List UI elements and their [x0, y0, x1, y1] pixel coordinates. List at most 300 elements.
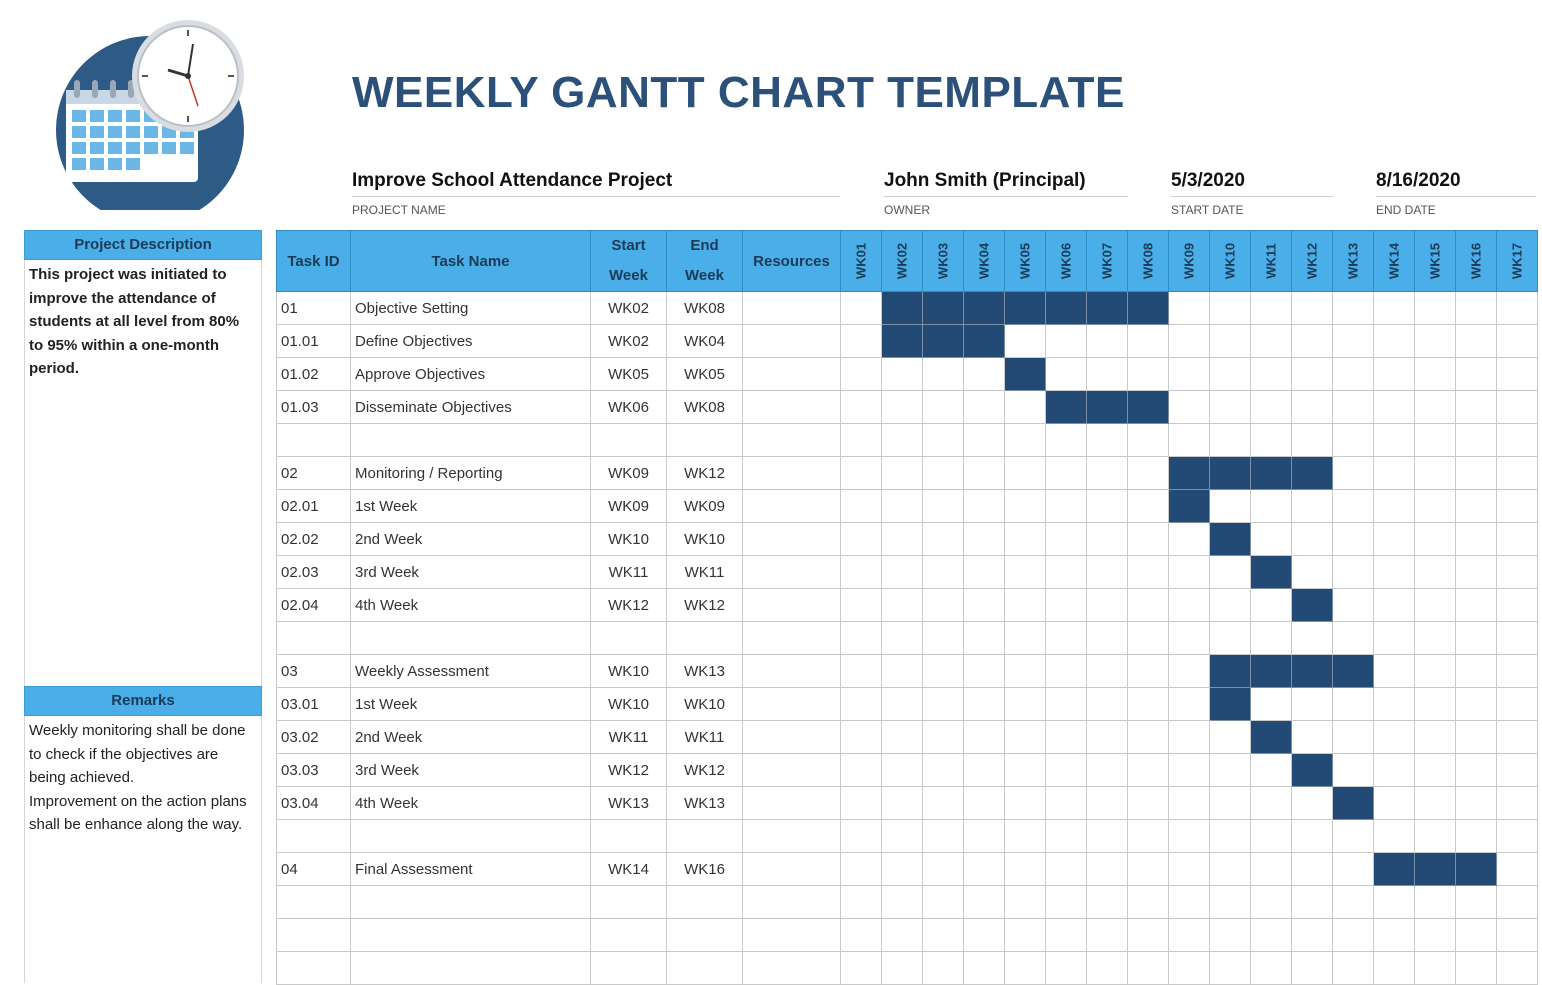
end-week-cell[interactable]: WK11	[667, 556, 743, 589]
week-cell[interactable]	[964, 424, 1005, 457]
week-cell[interactable]	[1169, 754, 1210, 787]
week-cell[interactable]	[964, 655, 1005, 688]
week-cell[interactable]	[1169, 589, 1210, 622]
start-week-cell[interactable]: WK02	[591, 325, 667, 358]
week-cell[interactable]	[1497, 853, 1538, 886]
week-cell[interactable]	[841, 292, 882, 325]
resources-cell[interactable]	[743, 688, 841, 721]
week-cell[interactable]	[1210, 490, 1251, 523]
task-row[interactable]	[277, 358, 1538, 391]
week-cell[interactable]	[841, 655, 882, 688]
week-cell[interactable]	[1415, 424, 1456, 457]
task-row[interactable]	[277, 853, 1538, 886]
week-cell[interactable]	[841, 556, 882, 589]
week-cell[interactable]	[1128, 688, 1169, 721]
week-cell[interactable]	[1333, 358, 1374, 391]
week-cell[interactable]	[923, 358, 964, 391]
gantt-bar-cell[interactable]	[1210, 688, 1251, 721]
week-cell[interactable]	[1251, 589, 1292, 622]
task-id-cell[interactable]: 02	[277, 457, 351, 490]
week-cell[interactable]	[882, 754, 923, 787]
end-week-cell[interactable]: WK08	[667, 391, 743, 424]
gantt-bar-cell[interactable]	[1210, 655, 1251, 688]
task-name-cell[interactable]: Weekly Assessment	[351, 655, 591, 688]
end-week-cell[interactable]: WK13	[667, 787, 743, 820]
week-cell[interactable]	[1210, 820, 1251, 853]
week-cell[interactable]	[1292, 358, 1333, 391]
week-cell[interactable]	[841, 358, 882, 391]
gantt-bar-cell[interactable]	[1128, 292, 1169, 325]
week-cell[interactable]	[1128, 622, 1169, 655]
week-cell[interactable]	[964, 919, 1005, 952]
week-cell[interactable]	[1456, 886, 1497, 919]
week-cell[interactable]	[1374, 787, 1415, 820]
week-cell[interactable]	[1128, 589, 1169, 622]
week-cell[interactable]	[1005, 787, 1046, 820]
task-id-cell[interactable]: 01.01	[277, 325, 351, 358]
week-cell[interactable]	[1087, 556, 1128, 589]
week-cell[interactable]	[1456, 490, 1497, 523]
gantt-bar-cell[interactable]	[1251, 721, 1292, 754]
week-cell[interactable]	[882, 721, 923, 754]
week-cell[interactable]	[1087, 853, 1128, 886]
week-cell[interactable]	[1292, 721, 1333, 754]
week-cell[interactable]	[1456, 457, 1497, 490]
task-row[interactable]	[277, 457, 1538, 490]
task-id-cell[interactable]: 01.02	[277, 358, 351, 391]
week-cell[interactable]	[1128, 886, 1169, 919]
gantt-bar-cell[interactable]	[1128, 391, 1169, 424]
week-cell[interactable]	[1005, 523, 1046, 556]
end-week-cell[interactable]: WK13	[667, 655, 743, 688]
week-cell[interactable]	[1456, 556, 1497, 589]
week-cell[interactable]	[841, 886, 882, 919]
week-cell[interactable]	[882, 424, 923, 457]
week-cell[interactable]	[1169, 556, 1210, 589]
week-cell[interactable]	[882, 457, 923, 490]
week-cell[interactable]	[1497, 754, 1538, 787]
week-cell[interactable]	[1415, 457, 1456, 490]
task-id-cell[interactable]: 02.01	[277, 490, 351, 523]
end-week-cell[interactable]: WK11	[667, 721, 743, 754]
week-cell[interactable]	[1128, 655, 1169, 688]
task-id-cell[interactable]: 03.01	[277, 688, 351, 721]
week-cell[interactable]	[882, 688, 923, 721]
week-cell[interactable]	[1415, 787, 1456, 820]
week-cell[interactable]	[1497, 424, 1538, 457]
task-name-cell[interactable]: 4th Week	[351, 787, 591, 820]
week-cell[interactable]	[1415, 688, 1456, 721]
week-cell[interactable]	[1005, 688, 1046, 721]
week-cell[interactable]	[1415, 556, 1456, 589]
week-cell[interactable]	[1046, 556, 1087, 589]
gantt-bar-cell[interactable]	[882, 292, 923, 325]
week-cell[interactable]	[841, 622, 882, 655]
task-id-cell[interactable]: 02.04	[277, 589, 351, 622]
week-cell[interactable]	[1292, 292, 1333, 325]
resources-cell[interactable]	[743, 919, 841, 952]
end-week-cell[interactable]: WK05	[667, 358, 743, 391]
week-cell[interactable]	[841, 754, 882, 787]
week-cell[interactable]	[1087, 919, 1128, 952]
week-cell[interactable]	[1456, 292, 1497, 325]
week-cell[interactable]	[1087, 358, 1128, 391]
resources-cell[interactable]	[743, 424, 841, 457]
resources-cell[interactable]	[743, 490, 841, 523]
week-cell[interactable]	[1128, 820, 1169, 853]
task-row[interactable]	[277, 754, 1538, 787]
week-cell[interactable]	[1128, 457, 1169, 490]
week-cell[interactable]	[1292, 325, 1333, 358]
week-cell[interactable]	[1046, 589, 1087, 622]
task-name-cell[interactable]	[351, 424, 591, 457]
start-week-cell[interactable]: WK09	[591, 490, 667, 523]
end-week-cell[interactable]: WK04	[667, 325, 743, 358]
start-week-cell[interactable]	[591, 424, 667, 457]
gantt-bar-cell[interactable]	[1087, 292, 1128, 325]
week-cell[interactable]	[1210, 589, 1251, 622]
week-cell[interactable]	[1169, 886, 1210, 919]
week-cell[interactable]	[841, 589, 882, 622]
week-cell[interactable]	[1374, 358, 1415, 391]
week-cell[interactable]	[1046, 853, 1087, 886]
week-cell[interactable]	[841, 490, 882, 523]
week-cell[interactable]	[1169, 688, 1210, 721]
end-week-cell[interactable]: WK09	[667, 490, 743, 523]
week-cell[interactable]	[1497, 589, 1538, 622]
week-cell[interactable]	[841, 721, 882, 754]
week-cell[interactable]	[1333, 622, 1374, 655]
week-cell[interactable]	[1210, 919, 1251, 952]
week-cell[interactable]	[1456, 655, 1497, 688]
week-cell[interactable]	[1456, 358, 1497, 391]
week-cell[interactable]	[1456, 424, 1497, 457]
owner-field[interactable]	[884, 170, 1128, 217]
resources-cell[interactable]	[743, 391, 841, 424]
week-cell[interactable]	[1292, 424, 1333, 457]
week-cell[interactable]	[923, 886, 964, 919]
week-cell[interactable]	[1210, 556, 1251, 589]
week-cell[interactable]	[1292, 391, 1333, 424]
week-cell[interactable]	[1251, 325, 1292, 358]
week-cell[interactable]	[1251, 820, 1292, 853]
week-cell[interactable]	[1046, 754, 1087, 787]
week-cell[interactable]	[1333, 325, 1374, 358]
week-cell[interactable]	[1087, 589, 1128, 622]
week-cell[interactable]	[1087, 820, 1128, 853]
task-row[interactable]	[277, 622, 1538, 655]
task-name-cell[interactable]: 1st Week	[351, 688, 591, 721]
task-id-cell[interactable]	[277, 886, 351, 919]
task-row[interactable]	[277, 721, 1538, 754]
week-cell[interactable]	[1333, 391, 1374, 424]
week-cell[interactable]	[882, 886, 923, 919]
week-cell[interactable]	[882, 655, 923, 688]
week-cell[interactable]	[1333, 919, 1374, 952]
week-cell[interactable]	[1251, 853, 1292, 886]
week-cell[interactable]	[1333, 424, 1374, 457]
week-cell[interactable]	[964, 721, 1005, 754]
start-week-cell[interactable]	[591, 919, 667, 952]
task-row[interactable]	[277, 325, 1538, 358]
week-cell[interactable]	[1087, 523, 1128, 556]
task-name-cell[interactable]	[351, 886, 591, 919]
week-cell[interactable]	[1292, 919, 1333, 952]
week-cell[interactable]	[964, 754, 1005, 787]
week-cell[interactable]	[1046, 523, 1087, 556]
week-cell[interactable]	[1374, 457, 1415, 490]
week-cell[interactable]	[1374, 490, 1415, 523]
week-cell[interactable]	[841, 787, 882, 820]
week-cell[interactable]	[1087, 688, 1128, 721]
start-week-cell[interactable]: WK06	[591, 391, 667, 424]
gantt-bar-cell[interactable]	[1456, 853, 1497, 886]
week-cell[interactable]	[964, 457, 1005, 490]
week-cell[interactable]	[1005, 325, 1046, 358]
week-cell[interactable]	[1251, 886, 1292, 919]
task-name-cell[interactable]: Approve Objectives	[351, 358, 591, 391]
week-cell[interactable]	[1292, 853, 1333, 886]
end-week-cell[interactable]	[667, 919, 743, 952]
week-cell[interactable]	[1210, 325, 1251, 358]
end-week-cell[interactable]: WK12	[667, 754, 743, 787]
resources-cell[interactable]	[743, 655, 841, 688]
week-cell[interactable]	[1210, 424, 1251, 457]
resources-cell[interactable]	[743, 853, 841, 886]
week-cell[interactable]	[1169, 325, 1210, 358]
week-cell[interactable]	[1292, 523, 1333, 556]
start-week-cell[interactable]	[591, 622, 667, 655]
week-cell[interactable]	[841, 457, 882, 490]
week-cell[interactable]	[1374, 820, 1415, 853]
week-cell[interactable]	[1251, 424, 1292, 457]
remarks-body[interactable]	[24, 716, 262, 983]
gantt-bar-cell[interactable]	[1292, 589, 1333, 622]
week-cell[interactable]	[841, 688, 882, 721]
week-cell[interactable]	[1415, 523, 1456, 556]
week-cell[interactable]	[964, 490, 1005, 523]
week-cell[interactable]	[1169, 358, 1210, 391]
week-cell[interactable]	[1005, 622, 1046, 655]
week-cell[interactable]	[1374, 391, 1415, 424]
week-cell[interactable]	[841, 853, 882, 886]
start-week-cell[interactable]	[591, 886, 667, 919]
week-cell[interactable]	[1415, 490, 1456, 523]
resources-cell[interactable]	[743, 589, 841, 622]
week-cell[interactable]	[1333, 721, 1374, 754]
week-cell[interactable]	[841, 523, 882, 556]
week-cell[interactable]	[882, 820, 923, 853]
week-cell[interactable]	[964, 886, 1005, 919]
week-cell[interactable]	[1210, 853, 1251, 886]
week-cell[interactable]	[1251, 490, 1292, 523]
task-id-cell[interactable]: 01	[277, 292, 351, 325]
week-cell[interactable]	[1415, 391, 1456, 424]
week-cell[interactable]	[923, 853, 964, 886]
week-cell[interactable]	[1210, 292, 1251, 325]
week-cell[interactable]	[1497, 721, 1538, 754]
week-cell[interactable]	[1046, 358, 1087, 391]
week-cell[interactable]	[1046, 457, 1087, 490]
resources-cell[interactable]	[743, 622, 841, 655]
week-cell[interactable]	[923, 787, 964, 820]
task-id-cell[interactable]: 02.02	[277, 523, 351, 556]
week-cell[interactable]	[1005, 589, 1046, 622]
resources-cell[interactable]	[743, 457, 841, 490]
week-cell[interactable]	[1251, 754, 1292, 787]
week-cell[interactable]	[1456, 391, 1497, 424]
week-cell[interactable]	[1128, 424, 1169, 457]
week-cell[interactable]	[1415, 919, 1456, 952]
week-cell[interactable]	[1415, 325, 1456, 358]
week-cell[interactable]	[1005, 754, 1046, 787]
week-cell[interactable]	[1169, 622, 1210, 655]
week-cell[interactable]	[1005, 391, 1046, 424]
resources-cell[interactable]	[743, 325, 841, 358]
week-cell[interactable]	[1046, 655, 1087, 688]
week-cell[interactable]	[1046, 490, 1087, 523]
week-cell[interactable]	[1005, 655, 1046, 688]
week-cell[interactable]	[1497, 490, 1538, 523]
week-cell[interactable]	[1456, 523, 1497, 556]
week-cell[interactable]	[1046, 919, 1087, 952]
week-cell[interactable]	[1292, 622, 1333, 655]
week-cell[interactable]	[1005, 919, 1046, 952]
resources-cell[interactable]	[743, 523, 841, 556]
task-row[interactable]	[277, 919, 1538, 952]
week-cell[interactable]	[1497, 787, 1538, 820]
week-cell[interactable]	[1046, 721, 1087, 754]
week-cell[interactable]	[1087, 787, 1128, 820]
week-cell[interactable]	[1374, 523, 1415, 556]
week-cell[interactable]	[1456, 688, 1497, 721]
week-cell[interactable]	[882, 787, 923, 820]
week-cell[interactable]	[1046, 886, 1087, 919]
week-cell[interactable]	[1415, 589, 1456, 622]
week-cell[interactable]	[1497, 919, 1538, 952]
week-cell[interactable]	[1251, 622, 1292, 655]
gantt-bar-cell[interactable]	[964, 292, 1005, 325]
task-row[interactable]	[277, 886, 1538, 919]
gantt-bar-cell[interactable]	[1210, 457, 1251, 490]
start-week-cell[interactable]: WK12	[591, 754, 667, 787]
week-cell[interactable]	[1497, 820, 1538, 853]
task-row[interactable]	[277, 292, 1538, 325]
week-cell[interactable]	[1005, 820, 1046, 853]
week-cell[interactable]	[1087, 721, 1128, 754]
end-week-cell[interactable]	[667, 820, 743, 853]
week-cell[interactable]	[923, 655, 964, 688]
task-id-cell[interactable]: 03.04	[277, 787, 351, 820]
start-week-cell[interactable]: WK13	[591, 787, 667, 820]
task-id-cell[interactable]: 03	[277, 655, 351, 688]
resources-cell[interactable]	[743, 787, 841, 820]
start-week-cell[interactable]: WK05	[591, 358, 667, 391]
week-cell[interactable]	[1087, 424, 1128, 457]
week-cell[interactable]	[923, 919, 964, 952]
week-cell[interactable]	[1210, 622, 1251, 655]
week-cell[interactable]	[1169, 787, 1210, 820]
week-cell[interactable]	[1005, 886, 1046, 919]
week-cell[interactable]	[1497, 358, 1538, 391]
task-name-cell[interactable]: Define Objectives	[351, 325, 591, 358]
week-cell[interactable]	[1251, 787, 1292, 820]
week-cell[interactable]	[964, 556, 1005, 589]
task-id-cell[interactable]: 02.03	[277, 556, 351, 589]
week-cell[interactable]	[923, 754, 964, 787]
week-cell[interactable]	[1005, 721, 1046, 754]
task-id-cell[interactable]	[277, 919, 351, 952]
task-row[interactable]	[277, 523, 1538, 556]
week-cell[interactable]	[1456, 622, 1497, 655]
week-cell[interactable]	[1415, 292, 1456, 325]
task-row[interactable]	[277, 391, 1538, 424]
gantt-bar-cell[interactable]	[1169, 490, 1210, 523]
week-cell[interactable]	[841, 391, 882, 424]
week-cell[interactable]	[1210, 787, 1251, 820]
week-cell[interactable]	[1374, 655, 1415, 688]
resources-cell[interactable]	[743, 292, 841, 325]
week-cell[interactable]	[923, 556, 964, 589]
week-cell[interactable]	[1497, 655, 1538, 688]
gantt-bar-cell[interactable]	[964, 325, 1005, 358]
end-week-cell[interactable]: WK08	[667, 292, 743, 325]
week-cell[interactable]	[1497, 688, 1538, 721]
week-cell[interactable]	[1128, 490, 1169, 523]
week-cell[interactable]	[1415, 655, 1456, 688]
task-id-cell[interactable]	[277, 424, 351, 457]
task-row[interactable]	[277, 820, 1538, 853]
week-cell[interactable]	[923, 820, 964, 853]
week-cell[interactable]	[1497, 457, 1538, 490]
week-cell[interactable]	[964, 688, 1005, 721]
gantt-bar-cell[interactable]	[1087, 391, 1128, 424]
week-cell[interactable]	[1169, 424, 1210, 457]
week-cell[interactable]	[1128, 721, 1169, 754]
week-cell[interactable]	[964, 391, 1005, 424]
week-cell[interactable]	[841, 919, 882, 952]
gantt-bar-cell[interactable]	[1251, 556, 1292, 589]
week-cell[interactable]	[1456, 919, 1497, 952]
start-week-cell[interactable]: WK09	[591, 457, 667, 490]
week-cell[interactable]	[882, 556, 923, 589]
week-cell[interactable]	[923, 688, 964, 721]
week-cell[interactable]	[1087, 457, 1128, 490]
week-cell[interactable]	[1374, 325, 1415, 358]
end-week-cell[interactable]: WK10	[667, 523, 743, 556]
end-week-cell[interactable]: WK10	[667, 688, 743, 721]
week-cell[interactable]	[923, 523, 964, 556]
week-cell[interactable]	[1292, 787, 1333, 820]
task-row[interactable]	[277, 424, 1538, 457]
week-cell[interactable]	[1169, 292, 1210, 325]
week-cell[interactable]	[1169, 391, 1210, 424]
week-cell[interactable]	[1128, 523, 1169, 556]
week-cell[interactable]	[1497, 523, 1538, 556]
week-cell[interactable]	[964, 358, 1005, 391]
gantt-bar-cell[interactable]	[1251, 655, 1292, 688]
week-cell[interactable]	[1292, 886, 1333, 919]
week-cell[interactable]	[1210, 358, 1251, 391]
week-cell[interactable]	[1128, 754, 1169, 787]
week-cell[interactable]	[964, 523, 1005, 556]
task-row[interactable]	[277, 787, 1538, 820]
week-cell[interactable]	[1374, 919, 1415, 952]
gantt-bar-cell[interactable]	[1210, 523, 1251, 556]
week-cell[interactable]	[964, 853, 1005, 886]
week-cell[interactable]	[923, 589, 964, 622]
task-id-cell[interactable]: 03.02	[277, 721, 351, 754]
